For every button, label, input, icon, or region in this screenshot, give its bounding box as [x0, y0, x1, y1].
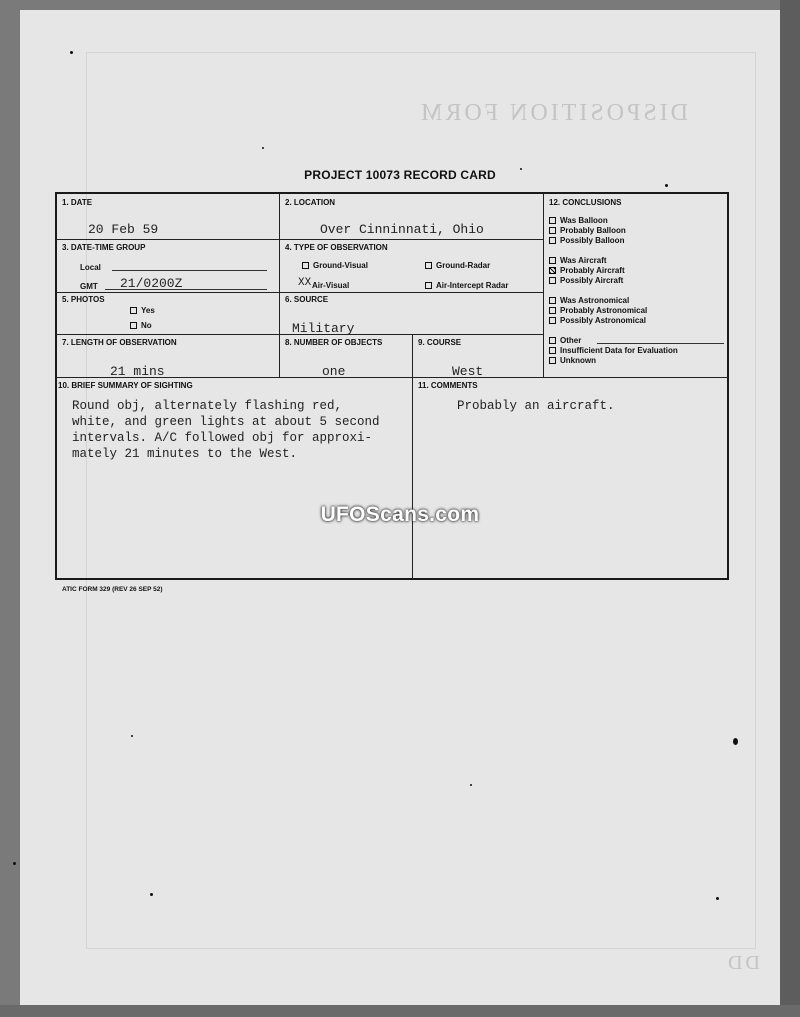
- option-ground-radar: [425, 261, 490, 270]
- brief-summary-label: 10. BRIEF SUMMARY OF SIGHTING: [58, 381, 193, 390]
- form-number: ATIC FORM 329 (REV 26 SEP 52): [62, 586, 163, 593]
- option-label: Air-Intercept Radar: [436, 281, 509, 290]
- air-visual-mark: XX: [298, 277, 312, 289]
- checkbox-icon: [130, 322, 137, 329]
- conclusion-possibly-balloon: [549, 236, 624, 245]
- gmt-label: GMT: [80, 282, 98, 291]
- conclusion-label: Was Astronomical: [560, 296, 630, 305]
- scan-speck: [70, 51, 73, 54]
- comments-label: 11. COMMENTS: [418, 381, 478, 390]
- conclusion-insufficient-data: [549, 346, 678, 355]
- date-value: 20 Feb 59: [88, 222, 159, 237]
- checkbox-icon: [549, 357, 556, 364]
- date-label: 1. DATE: [62, 198, 93, 207]
- scan-speck: [131, 735, 133, 737]
- conclusion-probably-astronomical: [549, 306, 647, 315]
- location-value: Over Cinninnati, Ohio: [320, 222, 484, 237]
- photos-label: 5. PHOTOS: [62, 295, 105, 304]
- conclusion-label: Possibly Balloon: [560, 236, 625, 245]
- other-underline: [597, 343, 724, 344]
- option-label: Ground-Visual: [313, 261, 368, 270]
- option-ground-visual: [302, 261, 368, 270]
- conclusion-was-astronomical: [549, 296, 629, 305]
- source-label: 6. SOURCE: [285, 295, 329, 304]
- conclusion-label: Was Balloon: [560, 216, 608, 225]
- form-title: PROJECT 10073 RECORD CARD: [304, 168, 496, 182]
- length-of-observation-value: 21 mins: [110, 364, 165, 379]
- grid-line: [279, 194, 280, 377]
- checkbox-icon: [425, 282, 432, 289]
- checkbox-icon: [130, 307, 137, 314]
- option-label: Ground-Radar: [436, 261, 491, 270]
- conclusions-label: 12. CONCLUSIONS: [549, 198, 622, 207]
- scan-speck: [150, 893, 153, 896]
- conclusion-possibly-aircraft: [549, 276, 623, 285]
- scan-speck: [733, 738, 738, 745]
- conclusion-probably-aircraft: [549, 266, 625, 275]
- conclusion-label: Other: [560, 336, 582, 345]
- conclusion-label: Unknown: [560, 356, 596, 365]
- comments-text: Probably an aircraft.: [457, 399, 615, 413]
- checkbox-icon: [549, 217, 556, 224]
- number-of-objects-label: 8. NUMBER OF OBJECTS: [285, 338, 383, 347]
- gmt-value: 21/0200Z: [120, 276, 183, 291]
- checkbox-icon: [549, 337, 556, 344]
- number-of-objects-value: one: [322, 364, 346, 379]
- type-of-observation-label: 4. TYPE OF OBSERVATION: [285, 243, 388, 252]
- local-underline: [112, 270, 267, 271]
- course-value: West: [452, 364, 484, 379]
- conclusion-label: Probably Balloon: [560, 226, 626, 235]
- checkbox-icon: [549, 267, 556, 274]
- scan-speck: [470, 784, 472, 786]
- scan-speck: [716, 897, 719, 900]
- grid-line: [412, 334, 413, 579]
- option-air-intercept-radar: [425, 281, 508, 290]
- checkbox-icon: [549, 227, 556, 234]
- grid-line: [543, 194, 544, 377]
- checkbox-icon: [549, 347, 556, 354]
- conclusion-label: Possibly Astronomical: [560, 316, 646, 325]
- conclusion-label: Was Aircraft: [560, 256, 607, 265]
- checkbox-icon: [549, 317, 556, 324]
- conclusion-label: Possibly Aircraft: [560, 276, 624, 285]
- watermark: UFOScans.com: [320, 503, 480, 526]
- location-label: 2. LOCATION: [285, 198, 336, 207]
- conclusion-label: Insufficient Data for Evaluation: [560, 346, 678, 355]
- option-label: Air-Visual: [312, 281, 350, 290]
- conclusion-probably-balloon: [549, 226, 626, 235]
- photos-yes: [130, 306, 155, 315]
- grid-line: [56, 292, 543, 293]
- course-label: 9. COURSE: [418, 338, 462, 347]
- photos-no: [130, 321, 152, 330]
- source-value: Military: [292, 321, 355, 336]
- grid-line: [56, 239, 543, 240]
- conclusion-label: Probably Aircraft: [560, 266, 625, 275]
- date-time-group-label: 3. DATE-TIME GROUP: [62, 243, 146, 252]
- checkbox-icon: [549, 277, 556, 284]
- checkbox-icon: [425, 262, 432, 269]
- scan-speck: [520, 168, 522, 170]
- checkbox-icon: [549, 297, 556, 304]
- conclusion-was-aircraft: [549, 256, 607, 265]
- option-air-visual: [312, 281, 349, 290]
- photos-yes-label: Yes: [141, 306, 155, 315]
- local-label: Local: [80, 263, 101, 272]
- brief-summary-text: Round obj, alternately flashing red, white, and green lights at about 5 second intervals. A/C followed obj for approxi- mately 21 minutes to the West.: [72, 399, 380, 461]
- ghost-dd-mark: DD: [725, 952, 760, 974]
- checkbox-icon: [549, 237, 556, 244]
- photos-no-label: No: [141, 321, 152, 330]
- scan-speck: [13, 862, 16, 865]
- length-of-observation-label: 7. LENGTH OF OBSERVATION: [62, 338, 177, 347]
- conclusion-label: Probably Astronomical: [560, 306, 648, 315]
- scan-edge-bottom: [0, 1005, 800, 1017]
- conclusion-possibly-astronomical: [549, 316, 646, 325]
- conclusion-unknown: [549, 356, 596, 365]
- checkbox-icon: [549, 257, 556, 264]
- scan-speck: [262, 147, 264, 149]
- conclusion-other: [549, 336, 581, 345]
- conclusion-was-balloon: [549, 216, 608, 225]
- scan-speck: [665, 184, 668, 187]
- ghost-disposition-title: DISPOSITION FORM: [418, 100, 689, 126]
- checkbox-icon: [302, 262, 309, 269]
- checkbox-icon: [549, 307, 556, 314]
